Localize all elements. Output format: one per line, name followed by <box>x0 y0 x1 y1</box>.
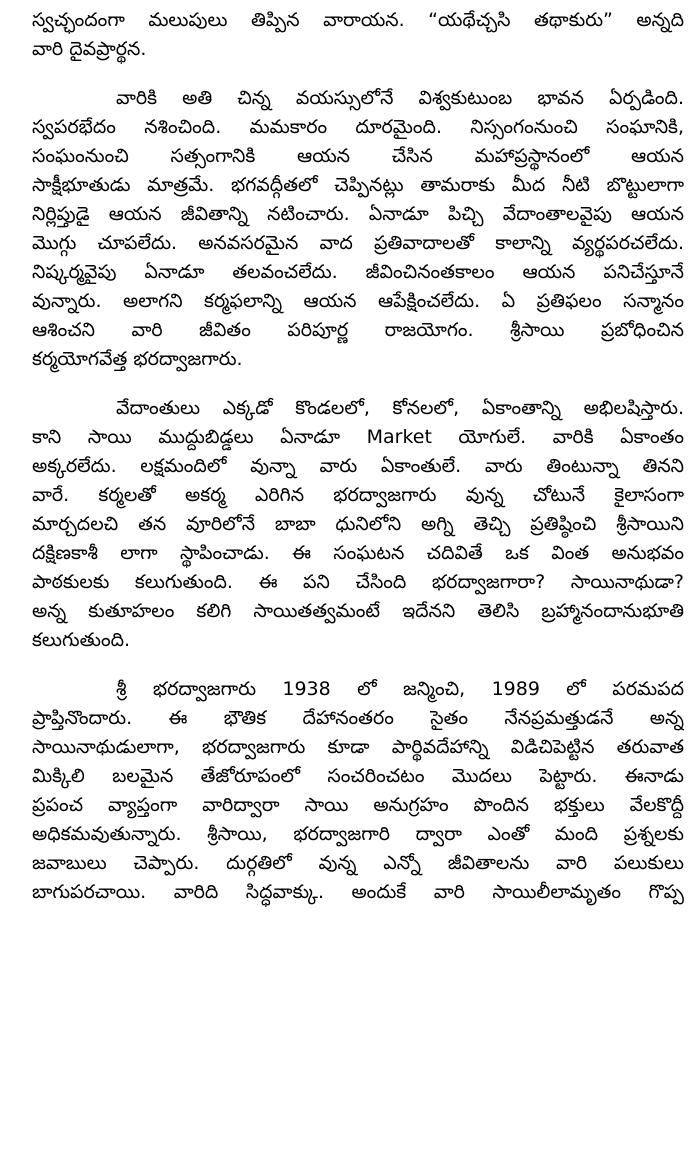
text-line: కాని సాయి ముద్దుబిడ్డలు ఏనాడూ Market యోగులే. వారికి ఏకాంతం <box>32 426 684 448</box>
text-line: ప్రాప్తినొందారు. ఈ భౌతిక దేహానంతరం సైతం నేనప్రమత్తుడనే అన్న <box>32 707 684 729</box>
text-line: ప్రపంచ వ్యాప్తంగా వారిద్వారా సాయి అనుగ్రహం పొందిన భక్తులు వేలకొద్దీ <box>32 794 684 816</box>
text-line: సాక్షీభూతుడు మాత్రమే. భగవద్గీతలో చెప్పినట్లు తామరాకు మీద నీటి బొట్టులాగా <box>32 174 684 196</box>
text-line: జవాబులు చెప్పారు. దుర్గతిలో వున్న ఎన్నో జీవితాలను వారి పలుకులు <box>32 852 684 874</box>
paragraph-4 <box>32 675 684 907</box>
text-line: మార్చదలచి తన వూరిలోనే బాబా ధునిలోని అగ్ని తెచ్చి ప్రతిష్ఠించి శ్రీసాయిని <box>32 513 684 535</box>
text-line: నిర్లిప్తుడై ఆయన జీవితాన్ని నటించారు. ఏనాడూ పిచ్చి వేదాంతాలవైపు ఆయన <box>32 203 684 225</box>
text-line: వేదాంతులు ఎక్కడో కొండలలో, కోనలలో, ఏకాంతాన్ని అభిలషిస్తారు. <box>116 397 684 419</box>
text-line: స్వచ్ఛందంగా మలుపులు తిప్పిన వారాయన. “యథేచ్చసి తథాకురు” అన్నది <box>32 9 684 31</box>
text-line: అక్కరలేదు. లక్షమందిలో వున్నా వారు ఏకాంతులే. వారు తింటున్నా తినని <box>32 455 684 477</box>
text-line: పాఠకులకు కలుగుతుంది. ఈ పని చేసింది భరద్వాజగారా? సాయినాథుడా? <box>32 571 684 593</box>
text-line: సంఘంనుంచి సత్సంగానికి ఆయన చేసిన మహాప్రస్థానంలో ఆయన <box>32 145 684 167</box>
text-line: వారికి అతి చిన్న వయస్సులోనే విశ్వకుటుంబ భావన ఏర్పడింది. <box>116 87 684 109</box>
text-line: నిష్కర్మవైపు ఏనాడూ తలవంచలేదు. జీవించినంతకాలం ఆయన పనిచేస్తూనే <box>32 261 684 283</box>
paragraph-1 <box>32 6 684 64</box>
text-line: శ్రీ భరద్వాజగారు 1938 లో జన్మించి, 1989 లో పరమపద <box>116 678 684 700</box>
text-line: అన్న కుతూహలం కలిగి సాయితత్వమంటే ఇదేనని తెలిసి బ్రహ్మానందానుభూతి <box>32 600 684 622</box>
text-line: స్వపరభేదం నశించింది. మమకారం దూరమైంది. నిస్సంగంనుంచి సంఘానికి, <box>32 116 684 138</box>
text-line: బాగుపరచాయి. వారిది సిద్ధవాక్కు. అందుకే వారి సాయిలీలామృతం గొప్ప <box>32 881 684 903</box>
text-line: వారే. కర్మలతో అకర్మ ఎరిగిన భరద్వాజగారు వున్న చోటునే కైలాసంగా <box>32 484 684 506</box>
text-line: సాయినాథుడులాగా, భరద్వాజగారు కూడా పార్థివదేహాన్ని విడిచిపెట్టిన తరువాత <box>32 736 684 758</box>
text-line: కలుగుతుంది. <box>32 629 131 651</box>
text-line: అధికమవుతున్నారు. శ్రీసాయి, భరద్వాజగారి ద్వారా ఎంతో మంది ప్రశ్నలకు <box>32 823 684 845</box>
text-line: మిక్కిలి బలమైన తేజోరూపంలో సంచరించటం మొదలు పెట్టారు. ఈనాడు <box>32 765 684 787</box>
text-line: వారి దైవప్రార్థన. <box>32 38 147 60</box>
paragraph-3 <box>32 394 684 655</box>
paragraph-2 <box>32 84 684 374</box>
text-line: కర్మయోగవేత్త భరద్వాజగారు. <box>32 348 243 370</box>
text-line: ఆశించని వారి జీవితం పరిపూర్ణ రాజయోగం. శ్రీసాయి ప్రబోధించిన <box>32 319 684 341</box>
text-line: మొగ్గు చూపలేదు. అనవసరమైన వాద ప్రతివాదాలతో కాలాన్ని వ్యర్థపరచలేదు. <box>32 232 684 254</box>
text-line: దక్షిణకాశీ లాగా స్థాపించాడు. ఈ సంఘటన చదివితే ఒక వింత అనుభవం <box>32 542 684 564</box>
text-line: వున్నారు. అలాగని కర్మఫలాన్ని ఆయన ఆపేక్షించలేదు. ఏ ప్రతిఫలం సన్మానం <box>32 290 684 312</box>
